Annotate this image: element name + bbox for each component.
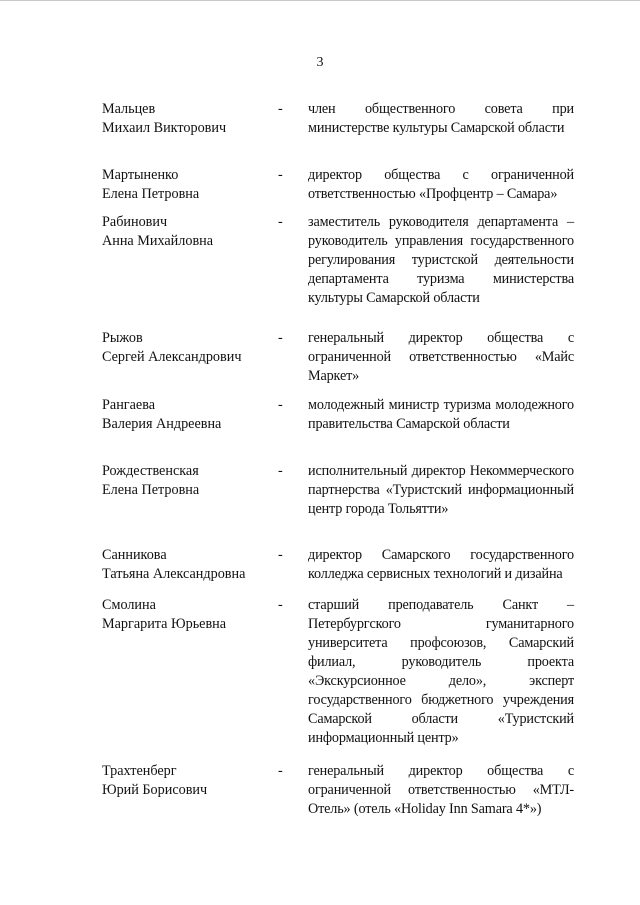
separator-dash: - (278, 397, 283, 413)
member-first-names: Маргарита Юрьевна (102, 616, 227, 632)
member-last-name: Мальцев (102, 101, 156, 117)
member-first-names: Валерия Андреевна (102, 416, 222, 432)
member-name (102, 329, 272, 367)
member-last-name: Рабинович (102, 214, 168, 230)
separator-dash: - (278, 597, 283, 613)
member-role: старший преподаватель Санкт – Петербургского гуманитарного университета профсоюзов, Самарский филиал, руководитель проекта «Экскурсионное дело», эксперт государственного бюджетного учреждения Самарской области «Туристский информационный центр» (308, 597, 574, 746)
member-first-names: Татьяна Александровна (102, 566, 246, 582)
member-role: член общественного совета при министерстве культуры Самарской области (308, 101, 574, 136)
separator-dash: - (278, 167, 283, 183)
member-last-name: Смолина (102, 597, 156, 613)
member-role: директор Самарского государственного колледжа сервисных технологий и дизайна (308, 547, 574, 582)
member-name (102, 166, 272, 204)
member-name (102, 396, 272, 434)
page-top-edge (0, 0, 640, 1)
member-role: генеральный директор общества с ограниченной ответственностью «Майс Маркет» (308, 330, 574, 384)
separator-dash: - (278, 330, 283, 346)
member-last-name: Мартыненко (102, 167, 179, 183)
member-name (102, 462, 272, 500)
member-first-names: Юрий Борисович (102, 782, 208, 798)
member-last-name: Рангаева (102, 397, 156, 413)
member-role: молодежный министр туризма молодежного правительства Самарской области (308, 397, 574, 432)
separator-dash: - (278, 101, 283, 117)
page-number: 3 (316, 55, 324, 70)
member-first-names: Сергей Александрович (102, 349, 242, 365)
member-name (102, 546, 272, 584)
member-name (102, 213, 272, 251)
member-last-name: Трахтенберг (102, 763, 177, 779)
member-first-names: Елена Петровна (102, 482, 200, 498)
separator-dash: - (278, 547, 283, 563)
member-name (102, 596, 272, 634)
member-role: заместитель руководителя департамента – руководитель управления государственного регулирования туристской деятельности департамента туризма министерства культуры Самарской области (308, 214, 574, 306)
member-first-names: Михаил Викторович (102, 120, 227, 136)
member-first-names: Анна Михайловна (102, 233, 214, 249)
member-role: директор общества с ограниченной ответственностью «Профцентр – Самара» (308, 167, 574, 202)
member-last-name: Рыжов (102, 330, 143, 346)
separator-dash: - (278, 214, 283, 230)
member-last-name: Санникова (102, 547, 167, 563)
separator-dash: - (278, 463, 283, 479)
member-name (102, 762, 272, 800)
member-last-name: Рождественская (102, 463, 199, 479)
member-role: исполнительный директор Некоммерческого партнерства «Туристский информационный центр города Тольятти» (308, 463, 574, 517)
member-role: генеральный директор общества с ограниченной ответственностью «МТЛ-Отель» (отель «Holiday Inn Samara 4*») (308, 763, 574, 817)
member-first-names: Елена Петровна (102, 186, 200, 202)
member-name (102, 100, 272, 138)
separator-dash: - (278, 763, 283, 779)
